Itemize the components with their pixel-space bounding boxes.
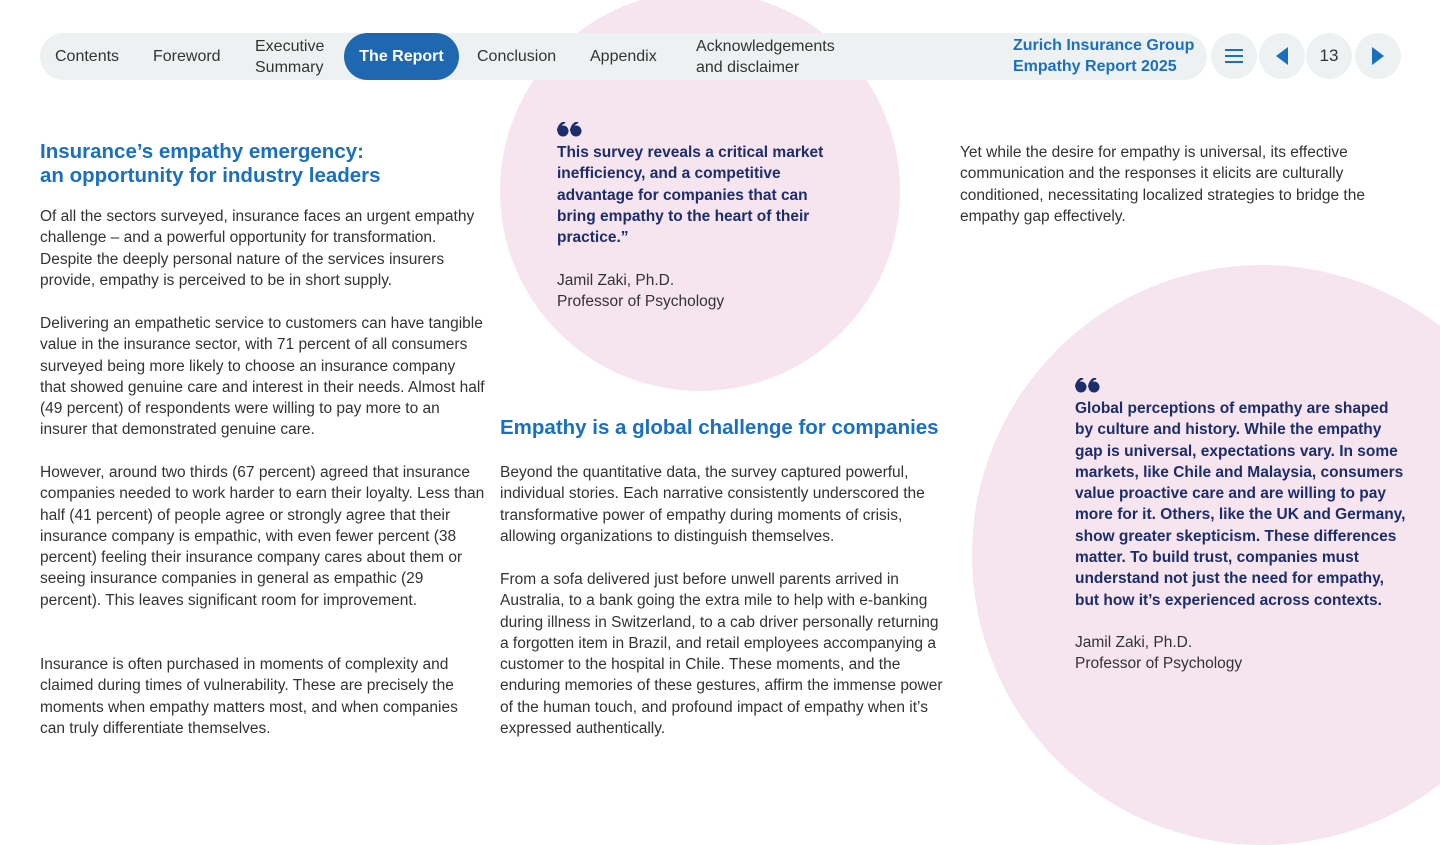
page-number-indicator xyxy=(1306,33,1352,79)
quote-2-text: Global perceptions of empathy are shaped by culture and history. While the empathy gap is universal, expectations vary. In some markets, like Chile and Malaysia, consumers value proactive care and are willing to pay more for it. Others, like the UK and Germany, show greater skepticism. These differences matter. To build trust, companies must understand not just the need for empathy, but how it’s experienced across contexts. xyxy=(1075,400,1406,609)
report-brand xyxy=(1013,35,1194,77)
quote-1-author: Jamil Zaki, Ph.D. xyxy=(557,272,675,289)
section-1-paragraph-1: Of all the sectors surveyed, insurance faces an urgent empathy challenge – and a powerful opportunity for transformation. Despite the deeply personal nature of the services insurers provide, empathy is perceived to be in short supply. xyxy=(40,208,475,289)
next-page-button[interactable] xyxy=(1355,33,1401,79)
section-1-paragraph-4: Insurance is often purchased in moments of complexity and claimed during times of vulnerability. These are precisely the moments when empathy matters most, and when companies can truly differentiate themselves. xyxy=(40,656,458,737)
brand-line-1: Zurich Insurance Group xyxy=(1013,37,1195,54)
quote-1-text: This survey reveals a critical market inefficiency, and a competitive advantage for companies that can bring empathy to the heart of their practice.” xyxy=(557,144,824,247)
menu-icon xyxy=(1225,49,1243,63)
quote-2-role: Professor of Psychology xyxy=(1075,655,1243,673)
menu-button[interactable] xyxy=(1211,33,1257,79)
nav-the-report[interactable]: The Report xyxy=(344,33,459,80)
quote-mark-icon xyxy=(557,122,583,137)
nav-foreword[interactable]: Foreword xyxy=(153,48,221,65)
nav-conclusion[interactable]: Conclusion xyxy=(477,48,557,65)
prev-arrow-icon xyxy=(1275,47,1289,65)
section-1-paragraph-2: Delivering an empathetic service to customers can have tangible value in the insurance sector, with 71 percent of all consumers surveyed being more likely to choose an insurance company that showed genuine care and interest in their needs. Almost half (49 percent) of respondents were willing to pay more to an insurer that demonstrated genuine care. xyxy=(40,315,485,439)
nav-appendix[interactable]: Appendix xyxy=(590,48,657,65)
brand-line-2: Empathy Report 2025 xyxy=(1013,58,1177,75)
section-2-heading: Empathy is a global challenge for companies xyxy=(500,416,939,439)
nav-acknowledgements[interactable]: Acknowledgements and disclaimer xyxy=(696,37,835,76)
page-number: 13 xyxy=(1319,46,1339,65)
nav-executive-summary[interactable]: Executive Summary xyxy=(255,37,325,76)
section-1-paragraph-3: However, around two thirds (67 percent) agreed that insurance companies needed to work harder to earn their loyalty. Less than half (41 percent) of people agree or strongly agree that their insurance company is empathic, with even fewer percent (38 percent) feeling their insurance company cares about them or seeing insurance companies in general as empathic (29 percent). This leaves significant room for improvement. xyxy=(40,464,485,609)
prev-page-button[interactable] xyxy=(1259,33,1305,79)
section-1-heading: Insurance’s empathy emergency: an opportunity for industry leaders xyxy=(40,140,381,187)
section-2-paragraph-2: From a sofa delivered just before unwell parents arrived in Australia, to a bank going the extra mile to help with e-banking during illness in Switzerland, to a cab driver personally returning a forgotten item in Brazil, and retail employees accompanying a customer to the hospital in Chile. These moments, and the enduring memories of these gestures, affirm the immense power of the human touch, and profound impact of empathy when it’s expressed authentically. xyxy=(500,571,943,738)
next-arrow-icon xyxy=(1371,47,1385,65)
quote-2-attribution xyxy=(1075,632,1242,675)
quote-2-author: Jamil Zaki, Ph.D. xyxy=(1075,634,1193,651)
section-3-paragraph: Yet while the desire for empathy is universal, its effective communication and the responses it elicits are culturally conditioned, necessitating localized strategies to bridge the empathy gap effectively. xyxy=(960,144,1365,225)
nav-contents[interactable]: Contents xyxy=(55,48,120,65)
top-navigation-bar xyxy=(40,33,1207,80)
section-2-paragraph-1: Beyond the quantitative data, the survey captured powerful, individual stories. Each narrative consistently underscored the transformative power of empathy during moments of crisis, allowing organizations to distinguish themselves. xyxy=(500,464,925,545)
quote-mark-icon xyxy=(1075,378,1101,393)
quote-1-attribution xyxy=(557,270,724,313)
quote-1-role: Professor of Psychology xyxy=(557,293,725,311)
